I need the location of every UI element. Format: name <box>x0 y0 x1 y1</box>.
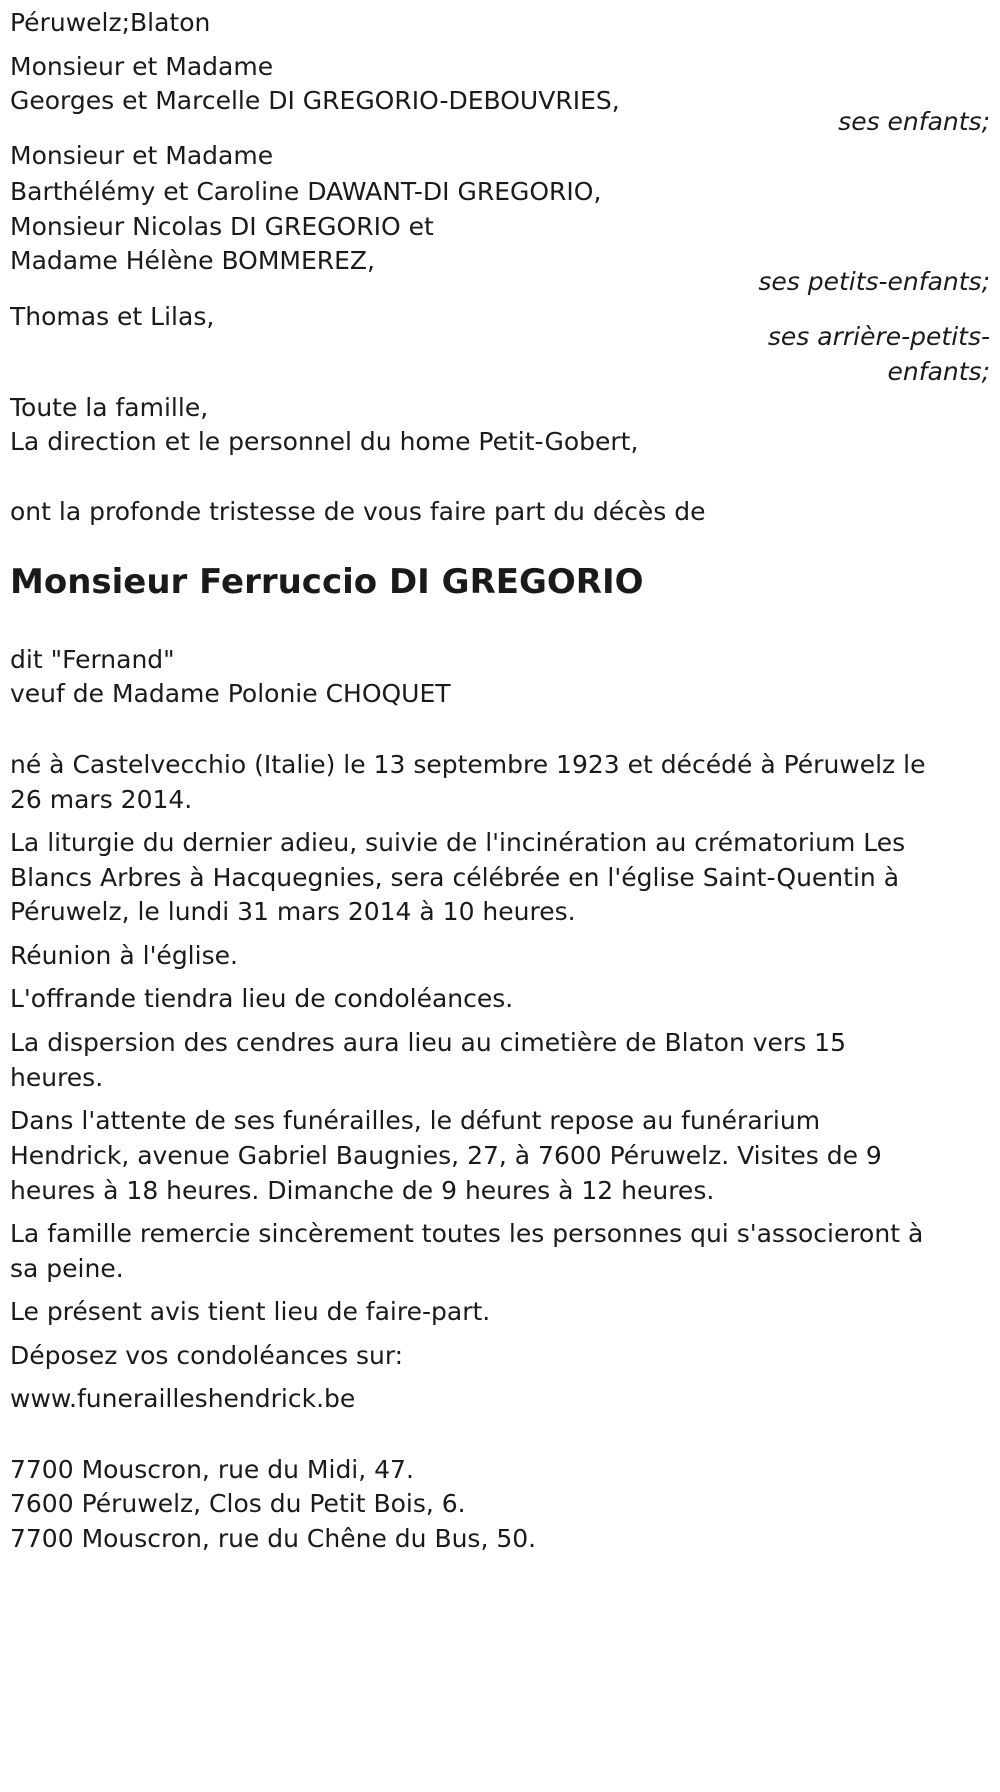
funerarium-line-1: Dans l'attente de ses funérailles, le défunt repose au funérarium <box>10 1106 821 1135</box>
liturgy-line-3: Péruwelz, le lundi 31 mars 2014 à 10 heures. <box>10 897 576 926</box>
funerarium-line-3: heures à 18 heures. Dimanche de 9 heures à 12 heures. <box>10 1176 715 1205</box>
offering-text: L'offrande tiendra lieu de condoléances. <box>10 984 514 1013</box>
great-grandchildren-relation-1: ses arrière-petits- <box>767 322 990 351</box>
grandchildren-line-1: Monsieur et Madame <box>10 141 274 170</box>
widower-text: veuf de Madame Polonie CHOQUET <box>10 679 451 708</box>
family-line-1: Toute la famille, <box>10 393 209 422</box>
notice-text: Le présent avis tient lieu de faire-part. <box>10 1297 491 1326</box>
location-line: Péruwelz;Blaton <box>10 8 211 37</box>
address-3: 7700 Mouscron, rue du Chêne du Bus, 50. <box>10 1524 537 1553</box>
reunion-text: Réunion à l'église. <box>10 941 238 970</box>
liturgy-line-1: La liturgie du dernier adieu, suivie de l'incinération au crématorium Les <box>10 828 906 857</box>
address-2: 7600 Péruwelz, Clos du Petit Bois, 6. <box>10 1489 466 1518</box>
great-grandchildren-relation-2: enfants; <box>887 357 990 386</box>
ashes-line-1: La dispersion des cendres aura lieu au cimetière de Blaton vers 15 <box>10 1028 846 1057</box>
website-link[interactable]: www.funerailleshendrick.be <box>10 1384 356 1413</box>
liturgy-line-2: Blancs Arbres à Hacquegnies, sera célébrée en l'église Saint-Quentin à <box>10 863 900 892</box>
grandchildren-relation: ses petits-enfants; <box>758 267 990 296</box>
birth-death-line-1: né à Castelvecchio (Italie) le 13 septembre 1923 et décédé à Péruwelz le <box>10 750 926 779</box>
alias-text: dit "Fernand" <box>10 645 175 674</box>
address-1: 7700 Mouscron, rue du Midi, 47. <box>10 1455 414 1484</box>
children-line-1: Monsieur et Madame <box>10 52 274 81</box>
family-line-2: La direction et le personnel du home Petit-Gobert, <box>10 427 639 456</box>
children-relation: ses enfants; <box>838 107 990 136</box>
condolences-prompt: Déposez vos condoléances sur: <box>10 1341 404 1370</box>
announcement-text: ont la profonde tristesse de vous faire part du décès de <box>10 497 706 526</box>
obituary-notice <box>10 0 990 1792</box>
grandchildren-line-2: Barthélémy et Caroline DAWANT-DI GREGORIO, <box>10 177 602 206</box>
birth-death-line-2: 26 mars 2014. <box>10 785 193 814</box>
thanks-line-2: sa peine. <box>10 1254 124 1283</box>
thanks-line-1: La famille remercie sincèrement toutes les personnes qui s'associeront à <box>10 1219 924 1248</box>
funerarium-line-2: Hendrick, avenue Gabriel Baugnies, 27, à 7600 Péruwelz. Visites de 9 <box>10 1141 882 1170</box>
grandchildren-line-4: Madame Hélène BOMMEREZ, <box>10 246 376 275</box>
children-line-2: Georges et Marcelle DI GREGORIO-DEBOUVRIES, <box>10 86 620 115</box>
deceased-name: Monsieur Ferruccio DI GREGORIO <box>10 562 644 602</box>
great-grandchildren-line: Thomas et Lilas, <box>10 302 215 331</box>
ashes-line-2: heures. <box>10 1063 104 1092</box>
grandchildren-line-3: Monsieur Nicolas DI GREGORIO et <box>10 212 434 241</box>
